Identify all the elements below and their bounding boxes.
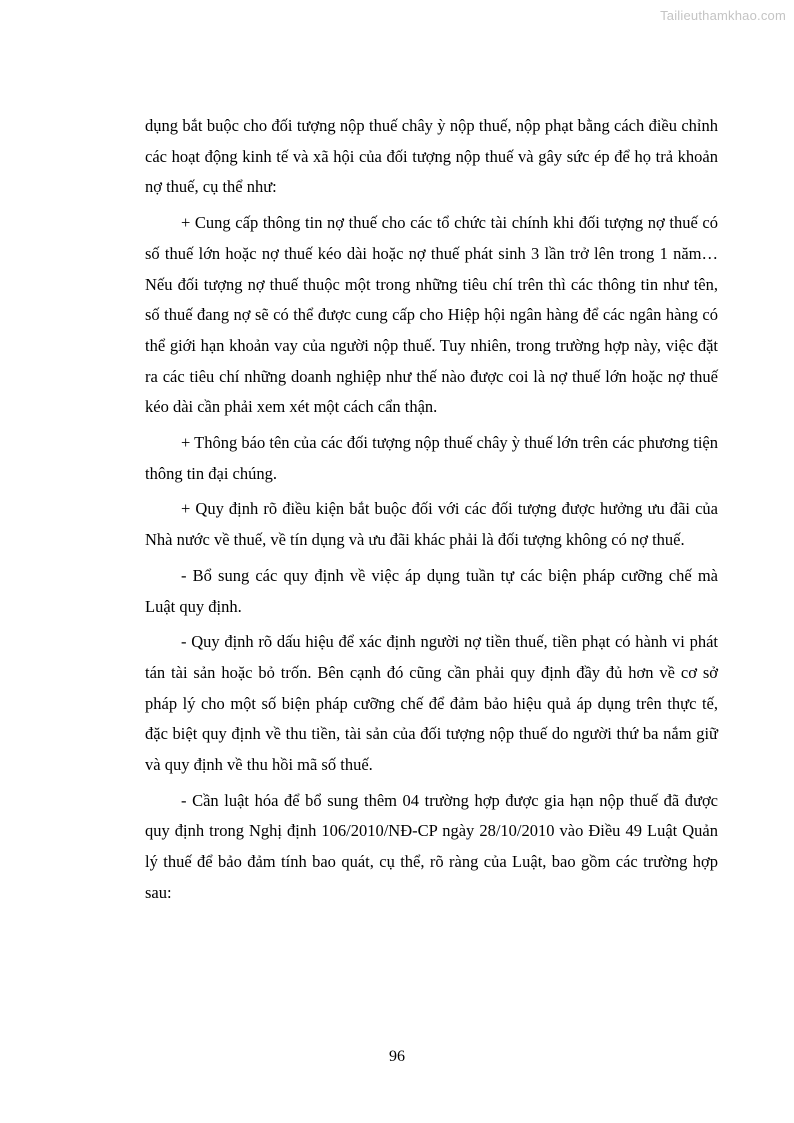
paragraph: + Cung cấp thông tin nợ thuế cho các tổ chức tài chính khi đối tượng nợ thuế có số thuế lớn hoặc nợ thuế kéo dài hoặc nợ thuế phát sinh 3 lần trở lên trong 1 năm… Nếu đối tượng nợ thuế thuộc một trong những tiêu chí trên thì các thông tin như tên, số thuế đang nợ sẽ có thể được cung cấp cho Hiệp hội ngân hàng để các ngân hàng có thể giới hạn khoản vay của người nộp thuế. Tuy nhiên, trong trường hợp này, việc đặt ra các tiêu chí những doanh nghiệp như thế nào được coi là nợ thuế lớn hoặc nợ thuế kéo dài cần phải xem xét một cách cẩn thận. (145, 213, 718, 417)
paragraph: + Quy định rõ điều kiện bắt buộc đối với các đối tượng được hưởng ưu đãi của Nhà nước về thuế, về tín dụng và ưu đãi khác phải là đối tượng không có nợ thuế. (145, 499, 718, 550)
watermark-text: Tailieuthamkhao.com (660, 8, 786, 23)
paragraph: dụng bắt buộc cho đối tượng nộp thuế chây ỳ nộp thuế, nộp phạt bằng cách điều chỉnh các hoạt động kinh tế và xã hội của đối tượng nộp thuế và gây sức ép để họ trả khoản nợ thuế, cụ thể như: (145, 116, 718, 197)
document-body (145, 111, 718, 914)
paragraph: - Bổ sung các quy định về việc áp dụng tuần tự các biện pháp cưỡng chế mà Luật quy định. (145, 565, 718, 616)
paragraph: + Thông báo tên của các đối tượng nộp thuế chây ỳ thuế lớn trên các phương tiện thông tin đại chúng. (145, 433, 718, 483)
paragraph: - Cần luật hóa để bổ sung thêm 04 trường hợp được gia hạn nộp thuế đã được quy định trong Nghị định 106/2010/NĐ-CP ngày 28/10/2010 vào Điều 49 Luật Quản lý thuế để bảo đảm tính bao quát, cụ thể, rõ ràng của Luật, bao gồm các trường hợp sau: (145, 790, 718, 902)
paragraph: - Quy định rõ dấu hiệu để xác định người nợ tiền thuế, tiền phạt có hành vi phát tán tài sản hoặc bỏ trốn. Bên cạnh đó cũng cần phải quy định đầy đủ hơn về cơ sở pháp lý cho một số biện pháp cưỡng chế để đảm bảo hiệu quả áp dụng trên thực tế, đặc biệt quy định về thu tiền, tài sản của đối tượng nộp thuế do người thứ ba nắm giữ và quy định về thu hồi mã số thuế. (145, 632, 718, 775)
page-number: 96 (389, 1048, 405, 1065)
